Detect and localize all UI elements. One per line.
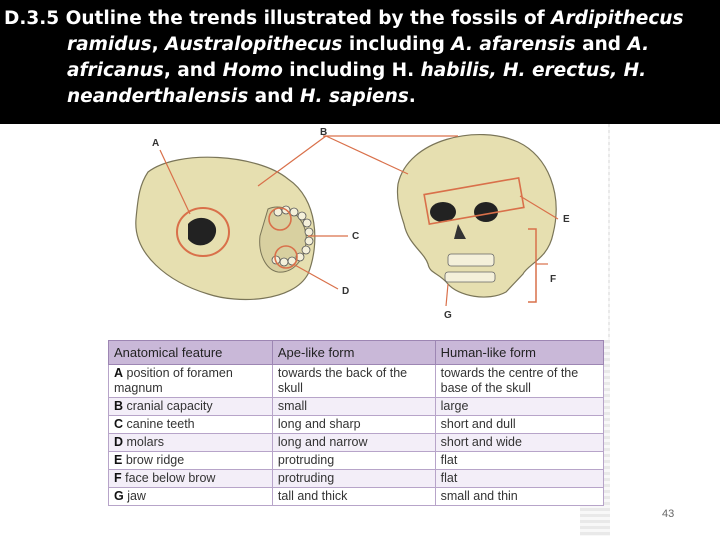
header-feature: Anatomical feature: [109, 341, 273, 365]
human-cell: small and thin: [435, 488, 603, 506]
label-D: D: [342, 286, 350, 297]
title-line-4: neanderthalensis and H. sapiens.: [67, 86, 416, 107]
feature-cell: E brow ridge: [109, 452, 273, 470]
feature-cell: A position of foramen magnum: [109, 365, 273, 398]
anatomical-features-table: [108, 340, 604, 506]
ape-cell: protruding: [272, 470, 435, 488]
table-row: [109, 365, 604, 398]
table-header-row: [109, 341, 604, 365]
label-A: A: [152, 138, 160, 149]
header-human: Human-like form: [435, 341, 603, 365]
table-row: [109, 398, 604, 416]
label-C: C: [352, 231, 360, 242]
ape-cell: protruding: [272, 452, 435, 470]
label-E: E: [563, 214, 570, 225]
feature-cell: C canine teeth: [109, 416, 273, 434]
table-row: [109, 470, 604, 488]
table-row: [109, 488, 604, 506]
ape-cell: long and sharp: [272, 416, 435, 434]
table-row: [109, 434, 604, 452]
header-ape: Ape-like form: [272, 341, 435, 365]
skull-side-view: [397, 135, 556, 302]
human-cell: short and dull: [435, 416, 603, 434]
human-cell: large: [435, 398, 603, 416]
slide-title: [0, 0, 720, 124]
page-number: 43: [662, 508, 675, 520]
human-cell: short and wide: [435, 434, 603, 452]
feature-cell: F face below brow: [109, 470, 273, 488]
label-F: F: [550, 274, 557, 285]
table-row: [109, 452, 604, 470]
label-B: B: [320, 127, 328, 138]
ape-cell: small: [272, 398, 435, 416]
skull-base-view: [136, 157, 315, 299]
feature-cell: D molars: [109, 434, 273, 452]
human-cell: flat: [435, 470, 603, 488]
feature-cell: G jaw: [109, 488, 273, 506]
human-cell: towards the centre of the base of the skull: [435, 365, 603, 398]
feature-cell: B cranial capacity: [109, 398, 273, 416]
skull-figure: [108, 124, 608, 340]
label-G: G: [444, 310, 452, 321]
ape-cell: tall and thick: [272, 488, 435, 506]
ape-cell: towards the back of the skull: [272, 365, 435, 398]
ape-cell: long and narrow: [272, 434, 435, 452]
table-row: [109, 416, 604, 434]
title-line-2: ramidus, Australopithecus including A. afarensis and A.: [67, 34, 650, 55]
human-cell: flat: [435, 452, 603, 470]
title-line-3: africanus, and Homo including H. habilis, H. erectus, H.: [67, 60, 647, 81]
title-line-1: D.3.5 Outline the trends illustrated by the fossils of Ardipithecus: [4, 8, 684, 29]
